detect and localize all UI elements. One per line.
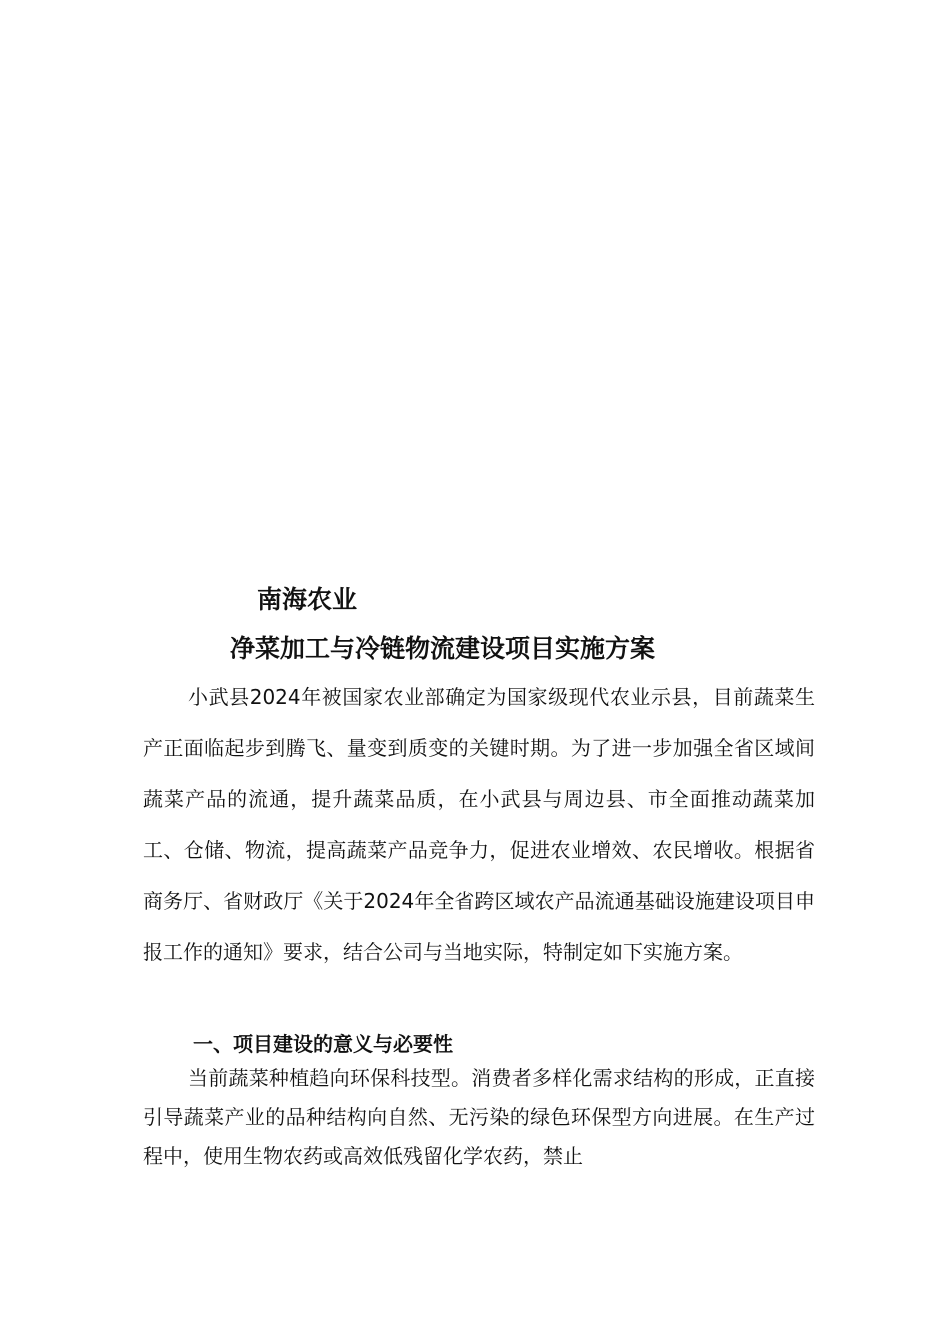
section-heading: 一、项目建设的意义与必要性 [193, 1032, 453, 1056]
section-paragraph: 当前蔬菜种植趋向环保科技型。消费者多样化需求结构的形成，正直接引导蔬菜产业的品种结构向自然、无污染的绿色环保型方向进展。在生产过程中，使用生物农药或高效低残留化学农药，禁止 [143, 1066, 815, 1168]
organization-name: 南海农业 [257, 585, 358, 614]
intro-paragraph: 小武县2024年被国家农业部确定为国家级现代农业示县，目前蔬菜生产正面临起步到腾飞、量变到质变的关键时期。为了进一步加强全省区域间蔬菜产品的流通，提升蔬菜品质，在小武县与周边县、市全面推动蔬菜加工、仓储、物流，提高蔬菜产品竞争力，促进农业增效、农民增收。根据省商务厅、省财政厅《关于2024年全省跨区域农产品流通基础设施建设项目申报工作的通知》要求，结合公司与当地实际，特制定如下实施方案。 [143, 685, 815, 964]
document-title: 净菜加工与冷链物流建设项目实施方案 [230, 634, 656, 663]
